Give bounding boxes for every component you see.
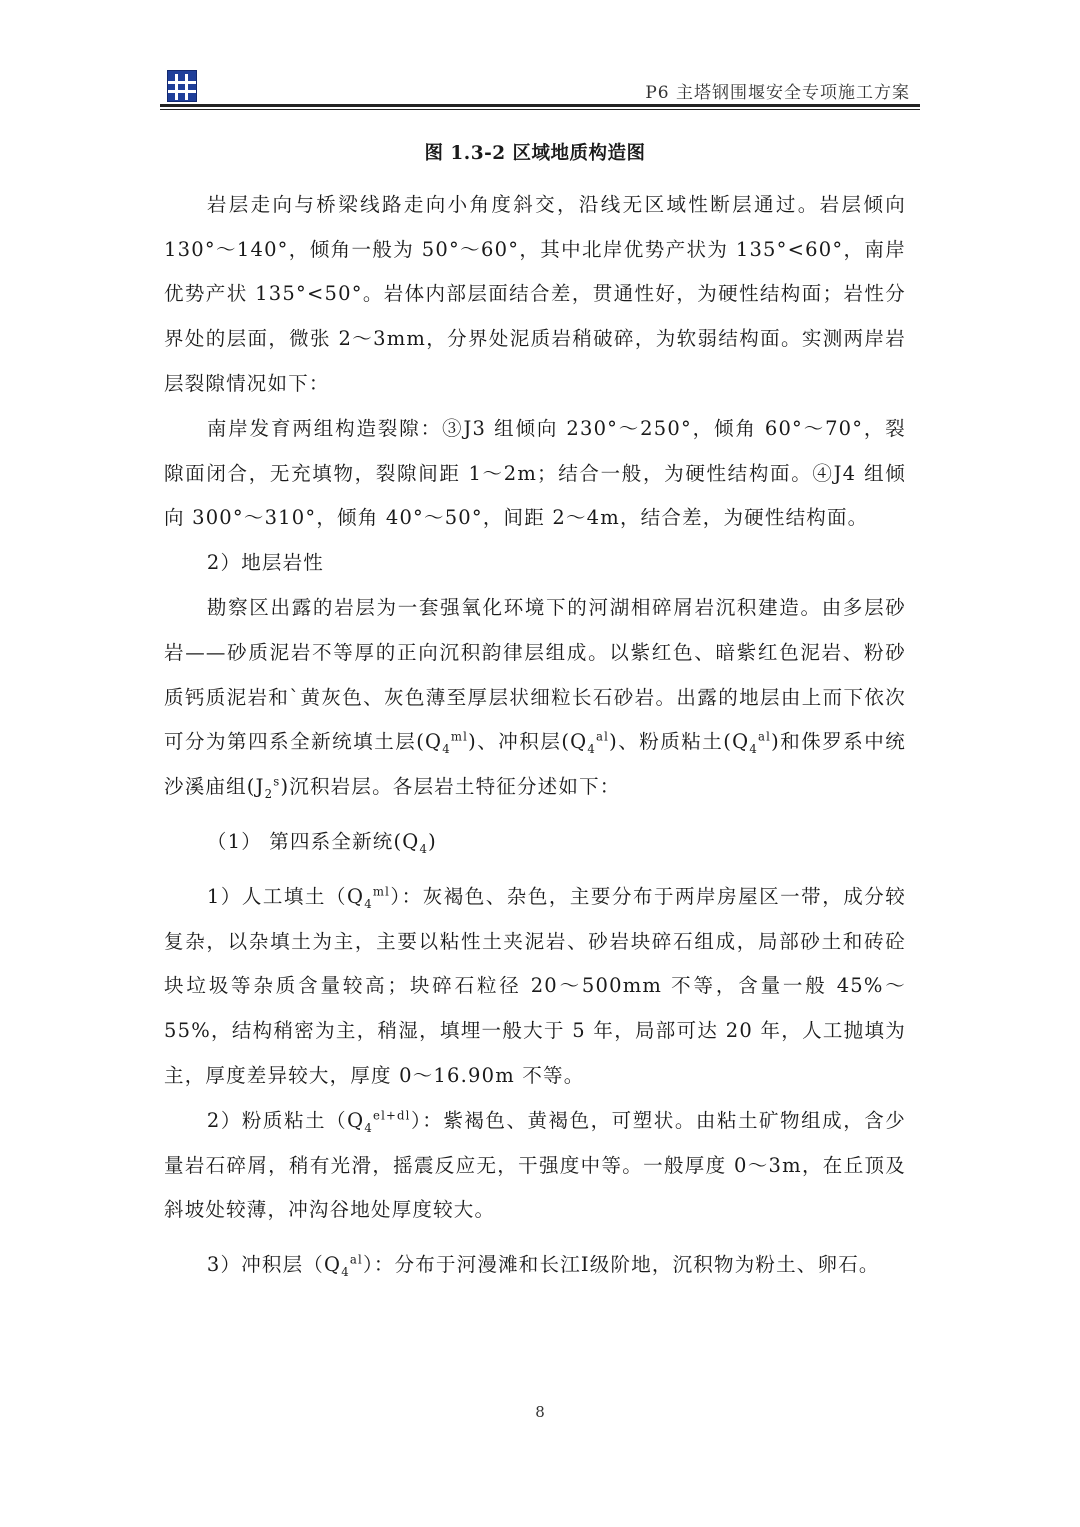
paragraph-rock-strike: 岩层走向与桥梁线路走向小角度斜交，沿线无区域性断层通过。岩层倾向 130°～140°，倾角一般为 50°～60°，其中北岸优势产状为 135°<60°，南岸优势产状 135°<50°。岩体内部层面结合差，贯通性好，为硬性结构面；岩性分界处的层面，微张 2～3mm，分界处泥质岩稍破碎，为软弱结构面。实测两岸岩层裂隙情况如下：	[164, 192, 906, 395]
paragraph-alluvium: 3）冲积层$(Q_4^{al})$：分布于河漫滩和长江Ⅰ级阶地，沉积物为粉土、卵石。	[206, 1252, 880, 1280]
company-logo-icon	[167, 70, 197, 102]
section-title-quaternary: （1） 第四系全新统$(Q_4)$	[206, 829, 437, 856]
figure-caption: 图 1.3-2 区域地质构造图	[424, 143, 646, 164]
header-rule-thin	[160, 109, 920, 110]
page-body	[164, 130, 906, 1288]
paragraph-south-bank-fractures: 南岸发育两组构造裂隙：③J3 组倾向 230°～250°，倾角 60°～70°，裂隙面闭合，无充填物，裂隙间距 1～2m；结合一般，为硬性结构面。④J4 组倾向 300°～310°，倾角 40°～50°，间距 2～4m，结合差，为硬性结构面。	[164, 416, 906, 530]
paragraph-silty-clay: 2）粉质粘土$(Q_4^{el+dl})$：紫褐色、黄褐色，可塑状。由粘土矿物组成，含少量岩石碎屑，稍有光滑，摇震反应无，干强度中等。一般厚度 0～3m，在丘顶及斜坡处较薄，冲沟谷地处厚度较大。	[164, 1108, 906, 1222]
paragraph-artificial-fill: 1）人工填土$(Q_4^{ml})$：灰褐色、杂色，主要分布于两岸房屋区一带，成分较复杂，以杂填土为主，主要以粘性土夹泥岩、砂岩块碎石组成，局部砂土和砖砼块垃圾等杂质含量较高；块碎石粒径 20～500mm 不等，含量一般 45%～55%，结构稍密为主，稍湿，填埋一般大于 5 年，局部可达 20 年，人工抛填为主，厚度差异较大，厚度 0～16.90m 不等。	[164, 884, 906, 1087]
header-rule	[160, 104, 920, 107]
subheading-stratigraphy: 2）地层岩性	[206, 551, 324, 575]
page-number: 8	[535, 1403, 545, 1421]
header-title: P6 主塔钢围堰安全专项施工方案	[645, 83, 910, 103]
page-header	[160, 68, 920, 108]
paragraph-stratigraphy: 勘察区出露的岩层为一套强氧化环境下的河湖相碎屑岩沉积建造。由多层砂岩——砂质泥岩不等厚的正向沉积韵律层组成。以紫红色、暗紫红色泥岩、粉砂质钙质泥岩和`黄灰色、灰色薄至厚层状细粒长石砂岩。出露的地层由上而下依次可分为第四系全新统填土层$(Q_4^{ml})$、冲积层$(Q_4^{al})$、粉质粘土$(Q_4^{al})$和侏罗系中统沙溪庙组$(J_2^s)$沉积岩层。各层岩土特征分述如下：	[164, 595, 906, 802]
